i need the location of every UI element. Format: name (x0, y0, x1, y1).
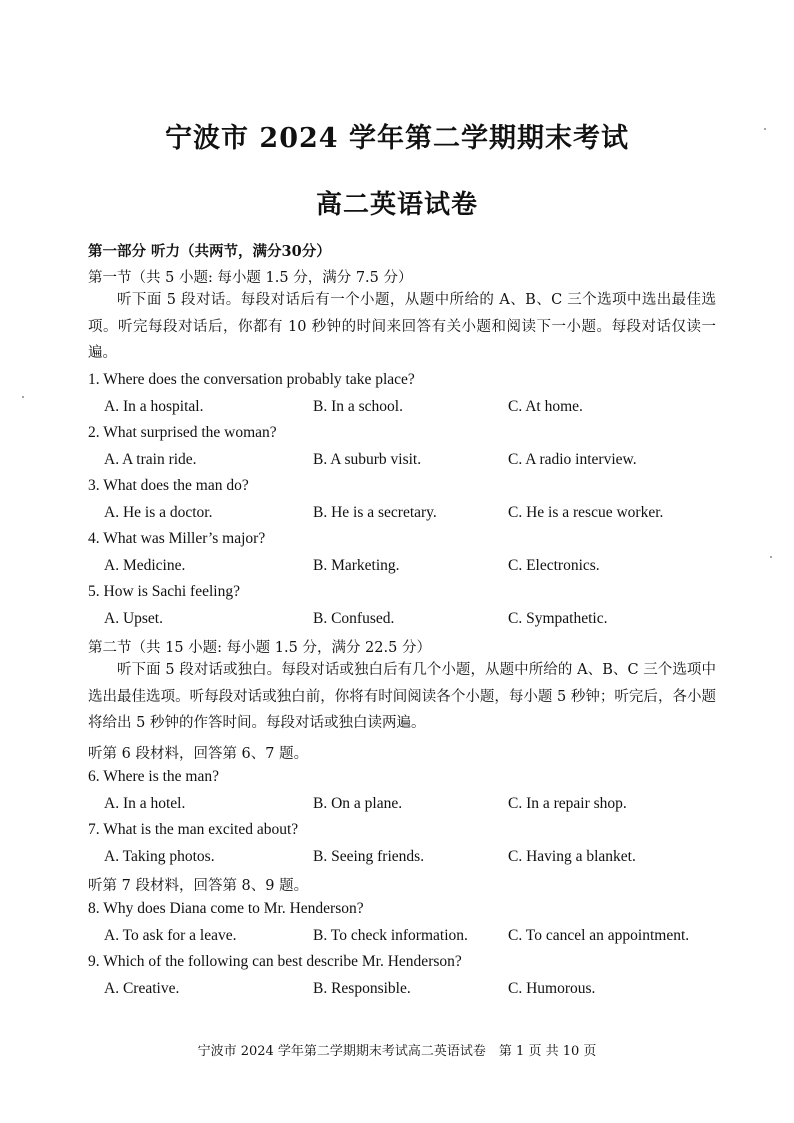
question-1: 1. Where does the conversation probably take place? (88, 371, 415, 388)
section1-instructions: 听下面 5 段对话。每段对话后有一个小题，从题中所给的 A、B、C 三个选项中选出最佳选项。听完每段对话后，你都有 10 秒钟的时间来回答有关小题和阅读下一小题。每段对话仅读一遍。 (88, 292, 716, 361)
q1-option-c: C. At home. (508, 398, 583, 415)
q3-option-c: C. He is a rescue worker. (508, 504, 664, 521)
q2-option-c: C. A radio interview. (508, 451, 637, 468)
q4-option-a: A. Medicine. (104, 557, 186, 574)
question-5: 5. How is Sachi feeling? (88, 583, 240, 600)
q3-option-a: A. He is a doctor. (104, 504, 213, 521)
exam-title: 宁波市 2024 学年第二学期期末考试 (165, 123, 629, 154)
q5-option-b: B. Confused. (313, 610, 395, 627)
q5-option-c: C. Sympathetic. (508, 610, 608, 627)
q7-option-b: B. Seeing friends. (313, 848, 425, 865)
q2-option-b: B. A suburb visit. (313, 451, 422, 468)
question-4: 4. What was Miller’s major? (88, 530, 266, 547)
scan-speck (770, 556, 772, 558)
q9-option-c: C. Humorous. (508, 980, 596, 997)
q7-option-c: C. Having a blanket. (508, 848, 636, 865)
page-footer: 宁波市 2024 学年第二学期期末考试高二英语试卷 第 1 页 共 10 页 (197, 1044, 597, 1059)
exam-subtitle: 高二英语试卷 (315, 190, 478, 220)
part1-heading: 第一部分 听力（共两节，满分30分） (88, 243, 331, 260)
q9-option-b: B. Responsible. (313, 980, 411, 997)
section2-instructions: 听下面 5 段对话或独白。每段对话或独白后有几个小题，从题中所给的 A、B、C 三个选项中选出最佳选项。听每段对话或独白前，你将有时间阅读各个小题，每小题 5 秒钟；听完后，各小题将给出 5 秒钟的作答时间。每段对话或独白读两遍。 (88, 662, 716, 731)
section2-heading: 第二节（共 15 小题: 每小题 1.5 分，满分 22.5 分） (88, 640, 431, 656)
material-7-note: 听第 7 段材料，回答第 8、9 题。 (88, 878, 309, 894)
q7-option-a: A. Taking photos. (104, 848, 215, 865)
question-6: 6. Where is the man? (88, 768, 219, 785)
q8-option-a: A. To ask for a leave. (104, 927, 237, 944)
scan-speck (764, 128, 766, 130)
q5-option-a: A. Upset. (104, 610, 163, 627)
q6-option-b: B. On a plane. (313, 795, 403, 812)
question-8: 8. Why does Diana come to Mr. Henderson? (88, 900, 364, 917)
q4-option-b: B. Marketing. (313, 557, 400, 574)
question-2: 2. What surprised the woman? (88, 424, 277, 441)
q4-option-c: C. Electronics. (508, 557, 600, 574)
q9-option-a: A. Creative. (104, 980, 180, 997)
scan-speck (22, 396, 24, 398)
q6-option-a: A. In a hotel. (104, 795, 186, 812)
q8-option-b: B. To check information. (313, 927, 468, 944)
section1-heading: 第一节（共 5 小题: 每小题 1.5 分，满分 7.5 分） (88, 270, 413, 286)
q1-option-b: B. In a school. (313, 398, 403, 415)
question-3: 3. What does the man do? (88, 477, 249, 494)
q2-option-a: A. A train ride. (104, 451, 197, 468)
material-6-note: 听第 6 段材料，回答第 6、7 题。 (88, 746, 309, 762)
q1-option-a: A. In a hospital. (104, 398, 204, 415)
q6-option-c: C. In a repair shop. (508, 795, 627, 812)
question-7: 7. What is the man excited about? (88, 821, 299, 838)
q3-option-b: B. He is a secretary. (313, 504, 437, 521)
q8-option-c: C. To cancel an appointment. (508, 927, 690, 944)
question-9: 9. Which of the following can best describe Mr. Henderson? (88, 953, 462, 970)
